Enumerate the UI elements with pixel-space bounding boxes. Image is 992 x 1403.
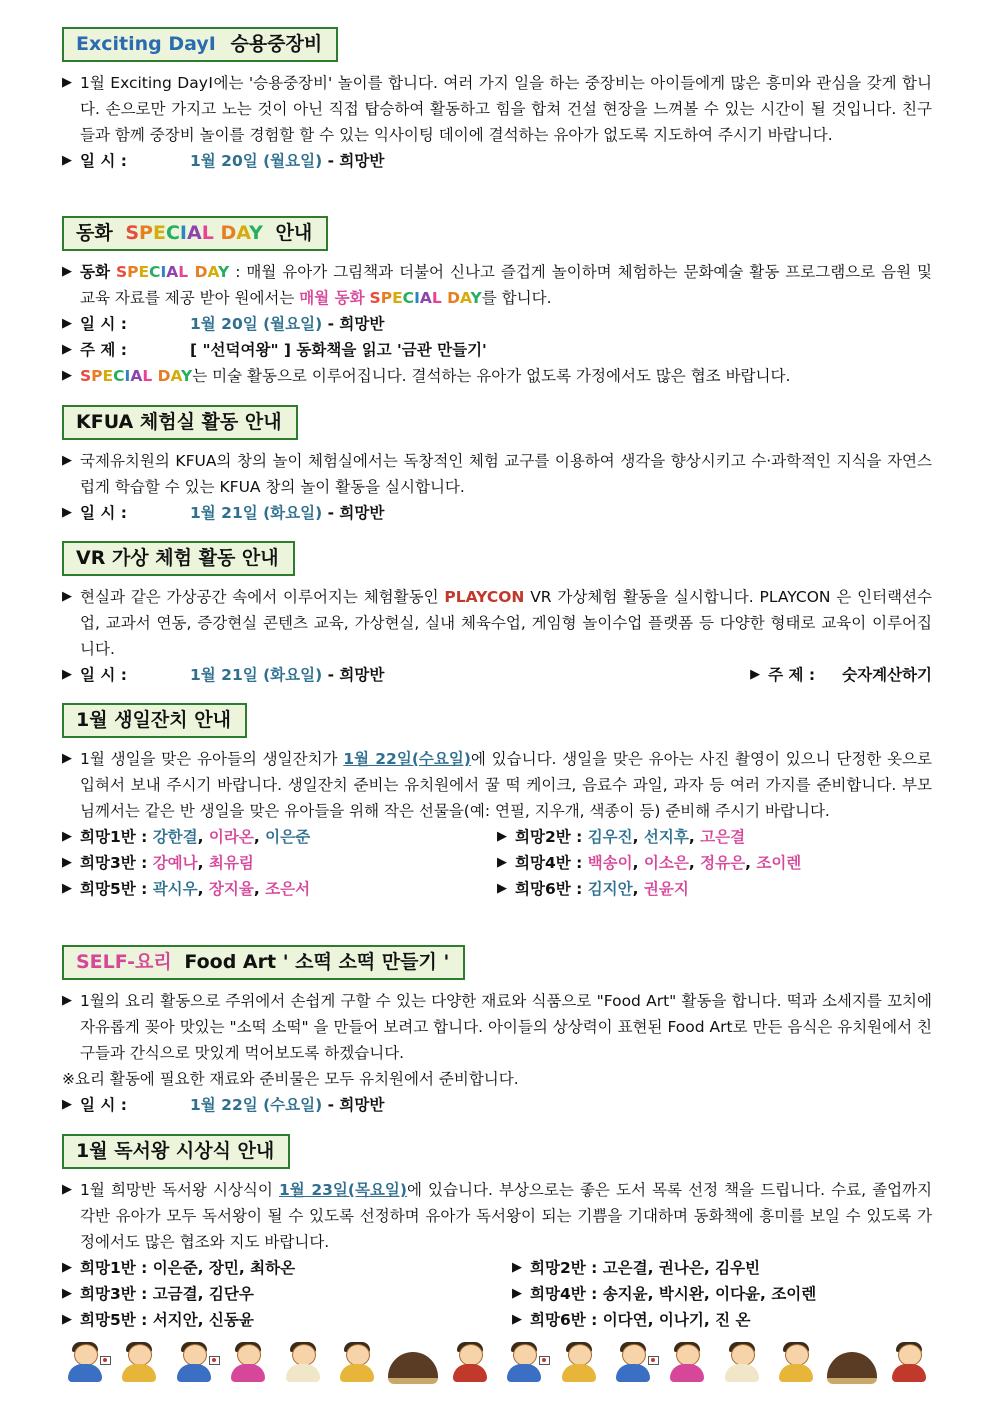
child-name: 이라온 bbox=[208, 828, 254, 846]
date-row: ▶ 일 시 : 1월 20일 (월요일) - 희망반 bbox=[62, 311, 932, 337]
triangle-bullet-icon: ▶ bbox=[62, 1097, 72, 1112]
header-title: 동화 bbox=[76, 222, 113, 244]
child-name: 김지안 bbox=[587, 880, 633, 898]
class-label: 희망5반 : bbox=[80, 880, 153, 898]
triangle-bullet-icon: ▶ bbox=[512, 1286, 522, 1301]
rice-cake-icon bbox=[827, 1352, 877, 1384]
class-label: 희망6반 : bbox=[530, 1311, 603, 1329]
class-row: ▶ 희망5반 : 곽시우, 장지율, 조은서 bbox=[62, 876, 497, 902]
winner-names: 고은결, 권나은, 김우빈 bbox=[602, 1259, 761, 1277]
triangle-bullet-icon: ▶ bbox=[62, 667, 72, 682]
decorative-footer bbox=[62, 1340, 932, 1384]
child-hanbok-icon bbox=[773, 1342, 819, 1384]
section-header: 1월 생일잔치 안내 bbox=[62, 703, 247, 738]
child-hanbok-icon bbox=[171, 1342, 217, 1384]
class-label: 희망1반 : bbox=[80, 1259, 153, 1277]
winner-names: 송지윤, 박시완, 이다윤, 조이렌 bbox=[602, 1285, 817, 1303]
triangle-bullet-icon: ▶ bbox=[497, 829, 507, 844]
child-name: 고은결 bbox=[700, 828, 746, 846]
class-row: ▶ 희망3반 : 강예나, 최유림 bbox=[62, 850, 497, 876]
class-label: 희망4반 : bbox=[515, 854, 588, 872]
section-birthday bbox=[62, 703, 932, 902]
section-header: KFUA 체험실 활동 안내 bbox=[62, 405, 298, 440]
class-row bbox=[482, 1307, 932, 1333]
child-name: 강한결 bbox=[152, 828, 198, 846]
triangle-bullet-icon: ▶ bbox=[497, 855, 507, 870]
child-hanbok-icon bbox=[886, 1342, 932, 1384]
winner-names: 이다연, 이나기, 진 온 bbox=[602, 1311, 751, 1329]
child-name: 조이렌 bbox=[756, 854, 802, 872]
triangle-bullet-icon: ▶ bbox=[62, 589, 72, 604]
date-row: ▶ 일 시 : 1월 20일 (월요일) - 희망반 bbox=[62, 148, 932, 174]
triangle-bullet-icon: ▶ bbox=[62, 881, 72, 896]
triangle-bullet-icon: ▶ bbox=[62, 829, 72, 844]
note-paragraph: ▶ SPECIAL DAY는 미술 활동으로 이루어집니다. 결석하는 유아가 없도록 가정에서도 많은 협조 바랍니다. bbox=[62, 363, 932, 389]
triangle-bullet-icon: ▶ bbox=[62, 1286, 72, 1301]
paragraph: ▶ 1월 희망반 독서왕 시상식이 1월 23일(목요일)에 있습니다. 부상으로는 좋은 도서 목록 선정 책을 드립니다. 수료, 졸업까지 각반 유아가 모두 독서왕이 될 수 있도록 선정하며 유아가 독서왕이 되는 기쁨을 기대하며 동화책에 흥미를 보일 수 있도록 가정에서도 많은 협조와 지도 바랍니다. bbox=[62, 1177, 932, 1255]
child-hanbok-icon bbox=[556, 1342, 602, 1384]
class-label: 희망1반 : bbox=[80, 828, 153, 846]
winner-names: 고금결, 김단우 bbox=[152, 1285, 254, 1303]
class-label: 희망5반 : bbox=[80, 1311, 153, 1329]
triangle-bullet-icon: ▶ bbox=[62, 264, 72, 279]
winner-names: 이은준, 장민, 최하온 bbox=[152, 1259, 296, 1277]
class-row bbox=[482, 1281, 932, 1307]
class-row bbox=[482, 1255, 932, 1281]
triangle-bullet-icon: ▶ bbox=[62, 751, 72, 766]
paragraph: ▶ 동화 SPECIAL DAY : 매월 유아가 그림책과 더불어 신나고 즐겁게 놀이하며 체험하는 문화예술 활동 프로그램으로 음원 및 교육 자료를 제공 받아 원에서는 매월 동화 SPECIAL DAY를 합니다. bbox=[62, 259, 932, 311]
triangle-bullet-icon: ▶ bbox=[62, 75, 72, 90]
triangle-bullet-icon: ▶ bbox=[750, 667, 761, 682]
class-label: 희망3반 : bbox=[80, 854, 153, 872]
class-label: 희망3반 : bbox=[80, 1285, 153, 1303]
triangle-bullet-icon: ▶ bbox=[62, 1312, 72, 1327]
child-name: 선지후 bbox=[643, 828, 689, 846]
section-header: 동화 SPECIAL DAY 안내 bbox=[62, 216, 328, 251]
triangle-bullet-icon: ▶ bbox=[512, 1260, 522, 1275]
theme-row: ▶ 주 제 : [ "선덕여왕" ] 동화책을 읽고 '금관 만들기' bbox=[62, 337, 932, 363]
class-label: 희망6반 : bbox=[515, 880, 588, 898]
triangle-bullet-icon: ▶ bbox=[62, 368, 72, 383]
child-hanbok-icon bbox=[116, 1342, 162, 1384]
class-label: 희망2반 : bbox=[515, 828, 588, 846]
birthday-class-list bbox=[62, 824, 932, 902]
triangle-bullet-icon: ▶ bbox=[62, 453, 72, 468]
section-header: VR 가상 체험 활동 안내 bbox=[62, 541, 295, 576]
child-name: 이소은 bbox=[643, 854, 689, 872]
section-header: 1월 독서왕 시상식 안내 bbox=[62, 1134, 290, 1169]
paragraph: ▶ 1월 Exciting DayⅠ에는 '승용중장비' 놀이를 합니다. 여러 가지 일을 하는 중장비는 아이들에게 많은 흥미와 관심을 갖게 합니다. 손으로만 가지고 노는 것이 아닌 직접 탑승하여 활동하고 힘을 합쳐 건설 현장을 느껴볼 수 있는 시간이 될 것입니다. 친구들과 함께 중장비 놀이를 경험할 할 수 있는 익사이팅 데이에 결석하는 유아가 없도록 지도하여 주시기 바랍니다. bbox=[62, 70, 932, 148]
rice-cake-icon bbox=[388, 1352, 438, 1384]
triangle-bullet-icon: ▶ bbox=[62, 1182, 72, 1197]
section-kfua bbox=[62, 405, 932, 526]
child-hanbok-icon bbox=[225, 1342, 271, 1384]
class-row bbox=[62, 1281, 482, 1307]
paragraph: ▶ 국제유치원의 KFUA의 창의 놀이 체험실에서는 독창적인 체험 교구를 이용하여 생각을 향상시키고 수·과학적인 지식을 자연스럽게 학습할 수 있는 KFUA 창의 놀이 활동을 실시합니다. bbox=[62, 448, 932, 500]
header-title-en: Exciting DayⅠ bbox=[76, 33, 216, 55]
header-title-ko: 승용중장비 bbox=[230, 33, 323, 55]
child-hanbok-icon bbox=[280, 1342, 326, 1384]
class-label: 희망4반 : bbox=[530, 1285, 603, 1303]
section-food-art bbox=[62, 945, 932, 1118]
section-reading-award bbox=[62, 1134, 932, 1333]
section-header bbox=[62, 27, 338, 62]
section-vr bbox=[62, 541, 932, 688]
child-hanbok-icon bbox=[719, 1342, 765, 1384]
child-hanbok-icon bbox=[664, 1342, 710, 1384]
child-hanbok-icon bbox=[501, 1342, 547, 1384]
triangle-bullet-icon: ▶ bbox=[62, 993, 72, 1008]
section-header: SELF-요리 Food Art ' 소떡 소떡 만들기 ' bbox=[62, 945, 465, 980]
class-row bbox=[62, 1255, 482, 1281]
class-row: ▶ 희망2반 : 김우진, 선지후, 고은결 bbox=[497, 824, 932, 850]
child-name: 권윤지 bbox=[643, 880, 689, 898]
date-row: ▶ 일 시 : 1월 22일 (수요일) - 희망반 bbox=[62, 1092, 932, 1118]
child-name: 이은준 bbox=[265, 828, 311, 846]
triangle-bullet-icon: ▶ bbox=[62, 1260, 72, 1275]
child-name: 김우진 bbox=[587, 828, 633, 846]
child-name: 조은서 bbox=[265, 880, 311, 898]
winner-list bbox=[62, 1255, 932, 1333]
child-name: 장지율 bbox=[208, 880, 254, 898]
playcon-brand: PLAYCON bbox=[444, 588, 525, 606]
class-row: ▶ 희망6반 : 김지안, 권윤지 bbox=[497, 876, 932, 902]
date-row: ▶ 일 시 : 1월 21일 (화요일) - 희망반 bbox=[62, 500, 932, 526]
class-row: ▶ 희망4반 : 백송이, 이소은, 정유은, 조이렌 bbox=[497, 850, 932, 876]
class-row: ▶ 희망1반 : 강한결, 이라온, 이은준 bbox=[62, 824, 497, 850]
section-special-day bbox=[62, 216, 932, 389]
child-name: 최유림 bbox=[208, 854, 254, 872]
triangle-bullet-icon: ▶ bbox=[62, 505, 72, 520]
triangle-bullet-icon: ▶ bbox=[62, 855, 72, 870]
paragraph: ▶ 현실과 같은 가상공간 속에서 이루어지는 체험활동인 PLAYCON VR 가상체험 활동을 실시합니다. PLAYCON 은 인터랙션수업, 교과서 연동, 증강현실 콘텐츠 교육, 가상현실, 실내 체육수업, 게임형 놀이수업 플랫폼 등 다양한 형태로 교육이 이루어집니다. bbox=[62, 584, 932, 662]
winner-names: 서지안, 신동윤 bbox=[152, 1311, 254, 1329]
special-day-rainbow-text: SPECIAL DAY bbox=[125, 222, 263, 244]
triangle-bullet-icon: ▶ bbox=[62, 342, 72, 357]
paragraph: ▶ 1월 생일을 맞은 유아들의 생일잔치가 1월 22일(수요일)에 있습니다. 생일을 맞은 유아는 사진 촬영이 있으니 단정한 옷으로 입혀서 보내 주시기 바랍니다. 생일잔치 준비는 유치원에서 꿀 떡 케이크, 음료수 과일, 과자 등 여러 가지를 준비합니다. 부모님께서는 같은 반 생일을 맞은 유아들을 위해 작은 선물을(예: 연필, 지우개, 색종이 등) 준비해 주시기 바랍니다. bbox=[62, 746, 932, 824]
triangle-bullet-icon: ▶ bbox=[62, 153, 72, 168]
paragraph: ▶ 1월의 요리 활동으로 주위에서 손쉽게 구할 수 있는 다양한 재료와 식품으로 "Food Art" 활동을 합니다. 떡과 소세지를 꼬치에 자유롭게 꽂아 맛있는 "소떡 소떡" 을 만들어 보려고 합니다. 아이들의 상상력이 표현된 Food Art로 만든 음식은 유치원에서 친구들과 간식으로 맛있게 먹어보도록 하겠습니다. bbox=[62, 988, 932, 1066]
class-row bbox=[62, 1307, 482, 1333]
triangle-bullet-icon: ▶ bbox=[62, 316, 72, 331]
child-name: 정유은 bbox=[700, 854, 746, 872]
child-hanbok-icon bbox=[447, 1342, 493, 1384]
triangle-bullet-icon: ▶ bbox=[497, 881, 507, 896]
child-name: 곽시우 bbox=[152, 880, 198, 898]
date-row: ▶ 일 시 : 1월 21일 (화요일) - 희망반 ▶ 주 제 : 숫자계산하기 bbox=[62, 662, 932, 688]
child-name: 강예나 bbox=[152, 854, 198, 872]
child-hanbok-icon bbox=[62, 1342, 108, 1384]
note: ※요리 활동에 필요한 재료와 준비물은 모두 유치원에서 준비합니다. bbox=[62, 1070, 519, 1088]
triangle-bullet-icon: ▶ bbox=[512, 1312, 522, 1327]
section-exciting-day bbox=[62, 27, 932, 174]
child-name: 백송이 bbox=[587, 854, 633, 872]
child-hanbok-icon bbox=[610, 1342, 656, 1384]
class-label: 희망2반 : bbox=[530, 1259, 603, 1277]
child-hanbok-icon bbox=[334, 1342, 380, 1384]
